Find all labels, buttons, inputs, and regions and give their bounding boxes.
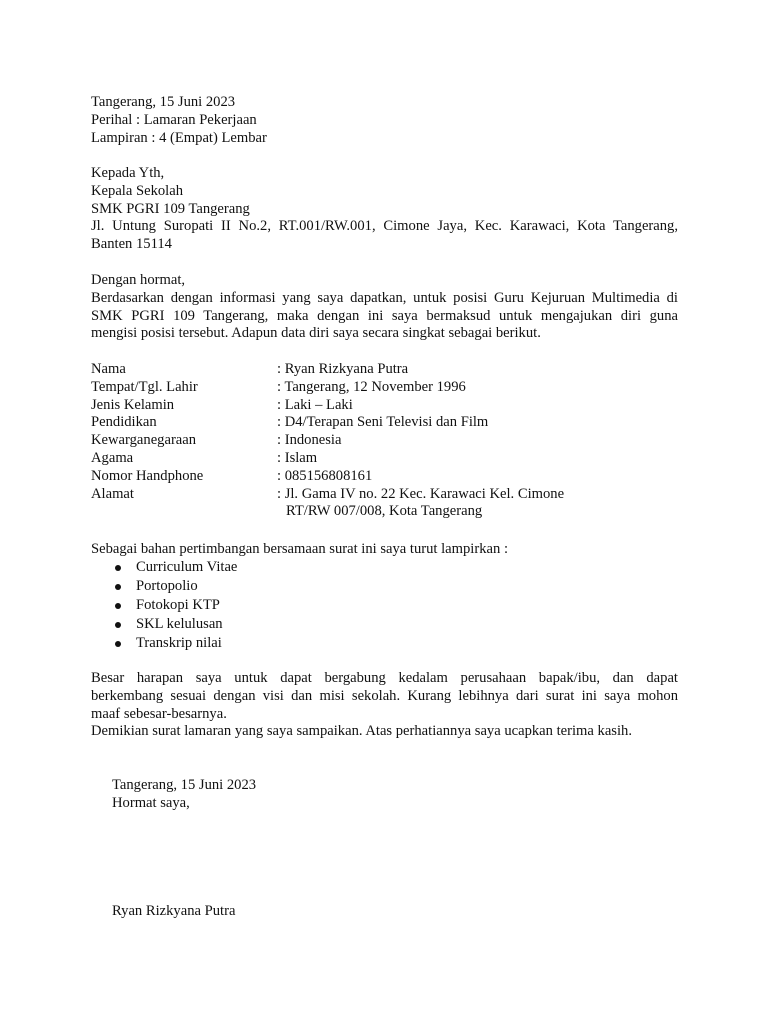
bullet-icon	[115, 641, 121, 647]
attachment-label: Curriculum Vitae	[136, 559, 238, 576]
personal-data-table	[91, 361, 678, 521]
bullet-icon	[115, 622, 121, 628]
data-row-nationality	[91, 432, 678, 450]
closing-line-3: maaf sebesar-besarnya.	[91, 705, 227, 722]
header-attachment: Lampiran : 4 (Empat) Lembar	[91, 129, 267, 146]
data-value: : 085156808161	[277, 467, 373, 484]
data-value: : Indonesia	[277, 432, 342, 449]
signature-name-block	[112, 903, 235, 921]
data-row-gender	[91, 397, 678, 415]
data-label: Alamat	[91, 485, 134, 502]
data-value: : D4/Terapan Seni Televisi dan Film	[277, 414, 489, 431]
recipient-address-line-2: Banten 15114	[91, 236, 172, 253]
data-row-address	[91, 486, 678, 504]
recipient-salutation: Kepada Yth,	[91, 165, 165, 181]
signature-date: Tangerang, 15 Juni 2023	[112, 777, 257, 793]
list-item	[91, 559, 678, 578]
greeting: Dengan hormat,	[91, 272, 186, 288]
bullet-icon	[115, 565, 121, 571]
signature-regards: Hormat saya,	[112, 794, 190, 811]
opening-line-2: SMK PGRI 109 Tangerang, maka dengan ini saya bermaksud untuk mengajukan diri guna	[91, 307, 678, 324]
header-date: Tangerang, 15 Juni 2023	[91, 94, 236, 110]
recipient-school: SMK PGRI 109 Tangerang	[91, 200, 250, 217]
recipient-block	[91, 165, 678, 254]
data-value: : Islam	[277, 449, 318, 466]
recipient-address-line-1: Jl. Untung Suropati II No.2, RT.001/RW.001, Cimone Jaya, Kec. Karawaci, Kota Tangerang,	[91, 218, 678, 235]
data-value: : Laki – Laki	[277, 396, 353, 413]
data-row-birth	[91, 379, 678, 397]
attachments-list	[91, 559, 678, 654]
list-item	[91, 635, 678, 654]
data-label: Tempat/Tgl. Lahir	[91, 378, 198, 395]
list-item	[91, 616, 678, 635]
bullet-icon	[115, 584, 121, 590]
letter-header	[91, 94, 678, 147]
closing-line-1: Besar harapan saya untuk dapat bergabung kedalam perusahaan bapak/ibu, dan dapat	[91, 670, 678, 686]
closing-line-2: berkembang sesuai dengan visi dan misi sekolah. Kurang lebihnya dari surat ini saya mohon	[91, 687, 678, 704]
bullet-icon	[115, 603, 121, 609]
header-subject: Perihal : Lamaran Pekerjaan	[91, 111, 257, 128]
closing-line-4: Demikian surat lamaran yang saya sampaikan. Atas perhatiannya saya ucapkan terima kasih.	[91, 723, 632, 740]
opening-line-3: mengisi posisi tersebut. Adapun data diri saya secara singkat sebagai berikut.	[91, 325, 541, 342]
opening-paragraph	[91, 272, 678, 343]
data-row-name	[91, 361, 678, 379]
attachment-label: Fotokopi KTP	[136, 597, 220, 614]
signature-block	[112, 777, 256, 813]
signature-name: Ryan Rizkyana Putra	[112, 903, 236, 919]
data-label: Agama	[91, 449, 134, 466]
data-value: : Jl. Gama IV no. 22 Kec. Karawaci Kel. Cimone	[277, 485, 565, 502]
data-row-phone	[91, 468, 678, 486]
data-row-religion	[91, 450, 678, 468]
data-label: Jenis Kelamin	[91, 396, 175, 413]
list-item	[91, 597, 678, 616]
data-value: : Ryan Rizkyana Putra	[277, 361, 409, 377]
data-label: Nama	[91, 361, 126, 377]
data-label: Kewarganegaraan	[91, 432, 197, 449]
opening-line-1: Berdasarkan dengan informasi yang saya dapatkan, untuk posisi Guru Kejuruan Multimedia di	[91, 289, 678, 306]
list-item	[91, 578, 678, 597]
attachments-intro: Sebagai bahan pertimbangan bersamaan surat ini saya turut lampirkan :	[91, 541, 508, 557]
data-value: : Tangerang, 12 November 1996	[277, 378, 466, 395]
attachments-section	[91, 541, 678, 654]
data-label: Nomor Handphone	[91, 467, 204, 484]
data-label: Pendidikan	[91, 414, 157, 431]
attachment-label: SKL kelulusan	[136, 616, 223, 633]
data-row-education	[91, 414, 678, 432]
closing-paragraph	[91, 670, 678, 741]
attachment-label: Transkrip nilai	[136, 635, 222, 652]
recipient-title: Kepala Sekolah	[91, 182, 183, 199]
attachment-label: Portopolio	[136, 578, 198, 595]
data-address-continuation: RT/RW 007/008, Kota Tangerang	[286, 503, 483, 520]
